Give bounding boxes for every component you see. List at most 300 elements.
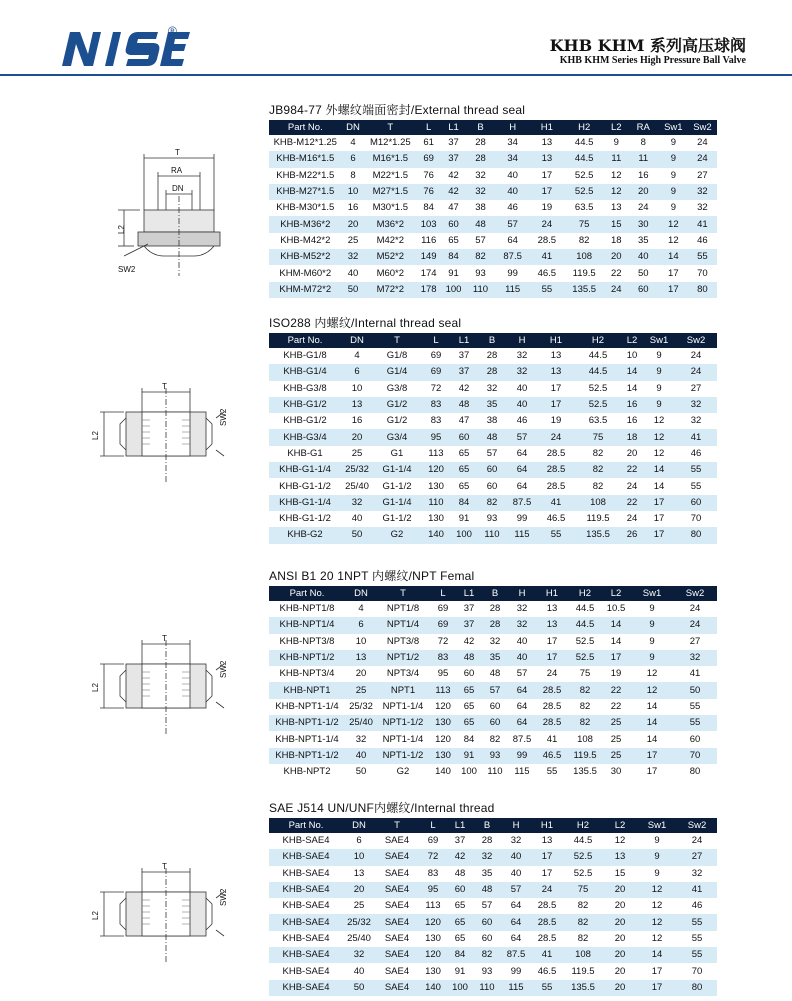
table-cell: 83 bbox=[421, 413, 451, 429]
header-divider bbox=[0, 74, 792, 76]
table-cell: 10 bbox=[343, 849, 375, 865]
table-cell: M72*2 bbox=[364, 282, 416, 298]
table-cell: 47 bbox=[451, 413, 477, 429]
table-cell: M42*2 bbox=[364, 233, 416, 249]
table-cell: 64 bbox=[507, 462, 537, 478]
table-cell: 57 bbox=[466, 233, 495, 249]
table-cell: 64 bbox=[509, 715, 535, 731]
table-cell: 108 bbox=[569, 731, 601, 747]
table-cell: 35 bbox=[477, 397, 507, 413]
table-cell: 72 bbox=[419, 849, 447, 865]
column-header: T bbox=[373, 333, 421, 348]
column-header: DN bbox=[341, 333, 373, 348]
table-cell: KHB-NPT1/4 bbox=[269, 617, 345, 633]
table-cell: 48 bbox=[457, 650, 481, 666]
table-cell: 76 bbox=[416, 184, 441, 200]
table-cell: G1/2 bbox=[373, 413, 421, 429]
table-cell: 60 bbox=[457, 666, 481, 682]
table-cell: 76 bbox=[416, 168, 441, 184]
table-cell: 32 bbox=[673, 650, 717, 666]
table-cell: 63.5 bbox=[575, 413, 621, 429]
table-cell: 20 bbox=[603, 980, 637, 996]
table-cell: 119.5 bbox=[563, 963, 603, 979]
table-cell: 28.5 bbox=[530, 233, 563, 249]
table-cell: 19 bbox=[601, 666, 631, 682]
table-cell: 28 bbox=[473, 833, 501, 849]
table-row bbox=[269, 348, 717, 364]
table-cell: 20 bbox=[345, 666, 377, 682]
section-title: ISO288 内螺纹/Internal thread seal bbox=[269, 316, 462, 330]
table-cell: 17 bbox=[631, 748, 673, 764]
section-title: JB984-77 外螺纹端面密封/External thread seal bbox=[269, 103, 526, 117]
table-cell: KHB-NPT1/8 bbox=[269, 601, 345, 617]
column-header: Sw2 bbox=[675, 333, 717, 348]
table-cell: 28 bbox=[477, 348, 507, 364]
table-row bbox=[269, 429, 717, 445]
table-cell: 57 bbox=[477, 446, 507, 462]
internal-thread-diagram-3 bbox=[90, 860, 240, 970]
dim-sw2-label: SW2 bbox=[219, 888, 228, 906]
table-cell: 40 bbox=[495, 184, 530, 200]
table-row bbox=[269, 980, 717, 996]
table-cell: 41 bbox=[530, 249, 563, 265]
table-cell: 14 bbox=[621, 381, 643, 397]
column-header: H bbox=[509, 586, 535, 601]
table-cell: 25 bbox=[343, 898, 375, 914]
table-cell: 9 bbox=[659, 184, 688, 200]
table-cell: 16 bbox=[342, 200, 365, 216]
table-cell: KHM-M72*2 bbox=[269, 282, 342, 298]
table-cell: 65 bbox=[451, 446, 477, 462]
table-cell: 46 bbox=[688, 233, 717, 249]
table-cell: 64 bbox=[507, 446, 537, 462]
table-cell: 32 bbox=[507, 348, 537, 364]
table-cell: G3/4 bbox=[373, 429, 421, 445]
table-cell: KHB-G1-1/2 bbox=[269, 478, 341, 494]
table-row bbox=[269, 168, 717, 184]
table-cell: 40 bbox=[507, 397, 537, 413]
table-cell: 110 bbox=[477, 527, 507, 543]
column-header: DN bbox=[342, 120, 365, 135]
table-cell: SAE4 bbox=[375, 833, 419, 849]
table-cell: 149 bbox=[416, 249, 441, 265]
table-row bbox=[269, 699, 717, 715]
table-cell: M22*1.5 bbox=[364, 168, 416, 184]
table-cell: 37 bbox=[457, 601, 481, 617]
table-cell: 82 bbox=[563, 233, 604, 249]
table-cell: SAE4 bbox=[375, 882, 419, 898]
table-cell: 120 bbox=[429, 699, 457, 715]
table-cell: 19 bbox=[530, 200, 563, 216]
table-cell: 32 bbox=[473, 849, 501, 865]
table-cell: 37 bbox=[451, 364, 477, 380]
table-cell: 72 bbox=[429, 634, 457, 650]
table-cell: 14 bbox=[643, 478, 675, 494]
table-cell: 46 bbox=[677, 898, 717, 914]
table-cell: 13 bbox=[343, 866, 375, 882]
table-cell: 13 bbox=[605, 200, 628, 216]
table-cell: 69 bbox=[419, 833, 447, 849]
table-cell: 32 bbox=[477, 381, 507, 397]
logo-text: NSE bbox=[60, 28, 63, 29]
table-cell: 82 bbox=[575, 462, 621, 478]
table-cell: 10 bbox=[621, 348, 643, 364]
table-cell: 9 bbox=[659, 135, 688, 151]
table-row bbox=[269, 650, 717, 666]
table-cell: 69 bbox=[416, 151, 441, 167]
table-cell: 130 bbox=[421, 478, 451, 494]
table-cell: 48 bbox=[447, 866, 473, 882]
table-cell: 12 bbox=[631, 682, 673, 698]
table-row bbox=[269, 849, 717, 865]
column-header: L1 bbox=[447, 818, 473, 833]
table-cell: 13 bbox=[535, 601, 569, 617]
table-cell: 32 bbox=[342, 249, 365, 265]
table-cell: 9 bbox=[637, 866, 677, 882]
table-cell: 46.5 bbox=[537, 511, 575, 527]
table-cell: 13 bbox=[345, 650, 377, 666]
table-cell: 44.5 bbox=[563, 833, 603, 849]
section-sae bbox=[269, 798, 717, 996]
table-cell: 75 bbox=[569, 666, 601, 682]
table-cell: 32 bbox=[481, 634, 509, 650]
table-cell: 70 bbox=[688, 265, 717, 281]
table-cell: 27 bbox=[677, 849, 717, 865]
table-cell: 32 bbox=[677, 866, 717, 882]
dim-dn-label: DN bbox=[172, 184, 184, 193]
table-cell: 24 bbox=[535, 666, 569, 682]
table-cell: 55 bbox=[677, 931, 717, 947]
table-cell: 40 bbox=[509, 634, 535, 650]
table-cell: 120 bbox=[421, 462, 451, 478]
column-header: T bbox=[364, 120, 416, 135]
table-cell: 12 bbox=[637, 882, 677, 898]
table-cell: G1 bbox=[373, 446, 421, 462]
table-cell: 52.5 bbox=[575, 381, 621, 397]
table-cell: 16 bbox=[621, 413, 643, 429]
table-cell: 20 bbox=[603, 931, 637, 947]
table-row bbox=[269, 833, 717, 849]
table-cell: 28 bbox=[481, 601, 509, 617]
section-title: ANSI B1 20 1NPT 内螺纹/NPT Femal bbox=[269, 569, 475, 583]
table-cell: 50 bbox=[345, 764, 377, 780]
table-cell: 6 bbox=[345, 617, 377, 633]
table-cell: NPT1-1/2 bbox=[377, 748, 429, 764]
table-cell: 42 bbox=[441, 184, 466, 200]
table-row bbox=[269, 495, 717, 511]
table-cell: 10 bbox=[345, 634, 377, 650]
table-cell: 84 bbox=[457, 731, 481, 747]
table-cell: 22 bbox=[605, 265, 628, 281]
table-cell: 60 bbox=[447, 882, 473, 898]
table-cell: M16*1.5 bbox=[364, 151, 416, 167]
table-row bbox=[269, 135, 717, 151]
table-cell: NPT1-1/4 bbox=[377, 731, 429, 747]
table-cell: 38 bbox=[477, 413, 507, 429]
table-cell: 32 bbox=[466, 168, 495, 184]
table-cell: 44.5 bbox=[563, 151, 604, 167]
table-cell: 52.5 bbox=[563, 849, 603, 865]
table-row bbox=[269, 151, 717, 167]
table-row bbox=[269, 731, 717, 747]
dim-l2-label: L2 bbox=[117, 225, 126, 234]
table-cell: 35 bbox=[473, 866, 501, 882]
table-cell: KHB-M36*2 bbox=[269, 216, 342, 232]
table-cell: 99 bbox=[507, 511, 537, 527]
table-cell: M60*2 bbox=[364, 265, 416, 281]
table-cell: 93 bbox=[466, 265, 495, 281]
table-cell: 20 bbox=[603, 963, 637, 979]
table-cell: 25/40 bbox=[345, 715, 377, 731]
table-cell: 42 bbox=[457, 634, 481, 650]
table-cell: 25/32 bbox=[343, 914, 375, 930]
table-cell: 12 bbox=[605, 168, 628, 184]
table-cell: M30*1.5 bbox=[364, 200, 416, 216]
table-cell: 17 bbox=[537, 381, 575, 397]
table-cell: G1-1/4 bbox=[373, 495, 421, 511]
table-cell: 95 bbox=[421, 429, 451, 445]
spec-table bbox=[269, 333, 717, 544]
table-cell: 24 bbox=[673, 601, 717, 617]
table-cell: 13 bbox=[537, 348, 575, 364]
table-cell: 115 bbox=[501, 980, 531, 996]
table-cell: 55 bbox=[677, 947, 717, 963]
table-cell: 82 bbox=[466, 249, 495, 265]
table-row bbox=[269, 764, 717, 780]
table-cell: 100 bbox=[451, 527, 477, 543]
column-header: Part No. bbox=[269, 120, 342, 135]
table-cell: 93 bbox=[473, 963, 501, 979]
table-cell: 115 bbox=[507, 527, 537, 543]
table-cell: 40 bbox=[495, 168, 530, 184]
table-row bbox=[269, 265, 717, 281]
table-cell: 40 bbox=[628, 249, 659, 265]
table-cell: 52.5 bbox=[563, 866, 603, 882]
table-cell: 84 bbox=[416, 200, 441, 216]
table-cell: 110 bbox=[421, 495, 451, 511]
table-cell: 9 bbox=[631, 650, 673, 666]
table-row bbox=[269, 282, 717, 298]
table-row bbox=[269, 478, 717, 494]
table-cell: KHB-M12*1.25 bbox=[269, 135, 342, 151]
column-header: L1 bbox=[457, 586, 481, 601]
table-cell: 12 bbox=[659, 216, 688, 232]
table-cell: 6 bbox=[341, 364, 373, 380]
table-row bbox=[269, 947, 717, 963]
table-cell: 24 bbox=[531, 882, 563, 898]
column-header: DN bbox=[345, 586, 377, 601]
table-cell: 174 bbox=[416, 265, 441, 281]
table-cell: 82 bbox=[563, 931, 603, 947]
table-cell: 120 bbox=[419, 947, 447, 963]
table-cell: 44.5 bbox=[569, 617, 601, 633]
column-header: H bbox=[507, 333, 537, 348]
table-row bbox=[269, 634, 717, 650]
table-cell: NPT1-1/2 bbox=[377, 715, 429, 731]
table-cell: 82 bbox=[477, 495, 507, 511]
table-cell: KHB-NPT1 bbox=[269, 682, 345, 698]
table-cell: SAE4 bbox=[375, 963, 419, 979]
table-cell: 8 bbox=[628, 135, 659, 151]
table-cell: 40 bbox=[341, 511, 373, 527]
table-cell: KHB-G1/8 bbox=[269, 348, 341, 364]
table-cell: 64 bbox=[509, 682, 535, 698]
table-cell: 28.5 bbox=[531, 914, 563, 930]
table-cell: 32 bbox=[688, 184, 717, 200]
table-cell: 119.5 bbox=[575, 511, 621, 527]
table-cell: KHB-NPT1-1/4 bbox=[269, 699, 345, 715]
table-cell: 46.5 bbox=[531, 963, 563, 979]
table-cell: 10 bbox=[342, 184, 365, 200]
table-cell: 80 bbox=[673, 764, 717, 780]
table-cell: SAE4 bbox=[375, 898, 419, 914]
table-cell: 17 bbox=[631, 764, 673, 780]
table-cell: 65 bbox=[447, 931, 473, 947]
table-cell: KHB-NPT1-1/4 bbox=[269, 731, 345, 747]
table-cell: 41 bbox=[688, 216, 717, 232]
table-cell: 17 bbox=[643, 511, 675, 527]
table-cell: 32 bbox=[343, 947, 375, 963]
table-cell: 32 bbox=[501, 833, 531, 849]
table-cell: 120 bbox=[419, 914, 447, 930]
table-cell: KHB-NPT1-1/2 bbox=[269, 715, 345, 731]
table-cell: 60 bbox=[675, 495, 717, 511]
table-cell: 24 bbox=[688, 135, 717, 151]
table-cell: 32 bbox=[507, 364, 537, 380]
table-cell: 32 bbox=[509, 617, 535, 633]
dim-sw2-label: SW2 bbox=[118, 265, 136, 274]
table-cell: 12 bbox=[643, 446, 675, 462]
table-row bbox=[269, 527, 717, 543]
table-row bbox=[269, 364, 717, 380]
table-cell: 32 bbox=[688, 200, 717, 216]
table-cell: 37 bbox=[451, 348, 477, 364]
table-cell: 82 bbox=[473, 947, 501, 963]
table-cell: 135.5 bbox=[569, 764, 601, 780]
table-cell: 63.5 bbox=[563, 200, 604, 216]
table-cell: KHB-G1-1/4 bbox=[269, 495, 341, 511]
column-header: H1 bbox=[530, 120, 563, 135]
table-cell: 75 bbox=[575, 429, 621, 445]
table-cell: 80 bbox=[677, 980, 717, 996]
table-cell: 4 bbox=[342, 135, 365, 151]
table-cell: 44.5 bbox=[575, 348, 621, 364]
page-title-en: KHB KHM Series High Pressure Ball Valve bbox=[559, 55, 746, 66]
column-header: H2 bbox=[563, 120, 604, 135]
table-cell: 25 bbox=[601, 715, 631, 731]
table-cell: 4 bbox=[345, 601, 377, 617]
table-cell: 17 bbox=[601, 650, 631, 666]
table-cell: NPT3/8 bbox=[377, 634, 429, 650]
column-header: B bbox=[466, 120, 495, 135]
table-cell: 50 bbox=[342, 282, 365, 298]
column-header: H1 bbox=[537, 333, 575, 348]
table-cell: 12 bbox=[603, 833, 637, 849]
table-cell: G1-1/2 bbox=[373, 478, 421, 494]
table-cell: 100 bbox=[441, 282, 466, 298]
spec-table bbox=[269, 120, 717, 298]
table-cell: 48 bbox=[481, 666, 509, 682]
column-header: H1 bbox=[531, 818, 563, 833]
table-cell: 130 bbox=[419, 931, 447, 947]
table-cell: 42 bbox=[451, 381, 477, 397]
table-row bbox=[269, 898, 717, 914]
table-cell: 9 bbox=[659, 200, 688, 216]
table-cell: 50 bbox=[341, 527, 373, 543]
table-cell: NPT1-1/4 bbox=[377, 699, 429, 715]
dim-t-label: T bbox=[162, 382, 167, 391]
column-header: L2 bbox=[603, 818, 637, 833]
table-cell: SAE4 bbox=[375, 866, 419, 882]
table-cell: 13 bbox=[537, 364, 575, 380]
column-header: H2 bbox=[563, 818, 603, 833]
table-cell: 6 bbox=[342, 151, 365, 167]
table-cell: 65 bbox=[457, 715, 481, 731]
table-cell: KHB-G1-1/4 bbox=[269, 462, 341, 478]
table-cell: 12 bbox=[643, 413, 675, 429]
column-header: L2 bbox=[605, 120, 628, 135]
table-row bbox=[269, 866, 717, 882]
table-cell: 87.5 bbox=[509, 731, 535, 747]
table-cell: KHB-M42*2 bbox=[269, 233, 342, 249]
table-cell: 13 bbox=[530, 135, 563, 151]
table-cell: 24 bbox=[677, 833, 717, 849]
table-cell: 14 bbox=[601, 634, 631, 650]
table-cell: 14 bbox=[659, 249, 688, 265]
table-cell: 60 bbox=[477, 478, 507, 494]
table-cell: KHB-NPT1/2 bbox=[269, 650, 345, 666]
table-cell: 82 bbox=[481, 731, 509, 747]
table-cell: 70 bbox=[675, 511, 717, 527]
table-cell: 20 bbox=[605, 249, 628, 265]
table-cell: 52.5 bbox=[563, 184, 604, 200]
table-cell: 84 bbox=[447, 947, 473, 963]
table-cell: NPT3/4 bbox=[377, 666, 429, 682]
table-cell: 28 bbox=[466, 135, 495, 151]
table-cell: 64 bbox=[501, 898, 531, 914]
table-cell: 65 bbox=[441, 233, 466, 249]
column-header: Sw1 bbox=[631, 586, 673, 601]
table-cell: 12 bbox=[637, 931, 677, 947]
table-row bbox=[269, 963, 717, 979]
table-cell: 24 bbox=[530, 216, 563, 232]
table-cell: 60 bbox=[481, 715, 509, 731]
table-cell: 4 bbox=[341, 348, 373, 364]
table-cell: 28.5 bbox=[535, 699, 569, 715]
table-cell: 28.5 bbox=[537, 446, 575, 462]
table-cell: 37 bbox=[441, 135, 466, 151]
table-cell: 84 bbox=[441, 249, 466, 265]
table-cell: 20 bbox=[343, 882, 375, 898]
table-cell: 9 bbox=[637, 833, 677, 849]
column-header: H bbox=[501, 818, 531, 833]
table-cell: 50 bbox=[673, 682, 717, 698]
table-cell: 69 bbox=[429, 617, 457, 633]
table-cell: 64 bbox=[507, 478, 537, 494]
dim-sw2-label: SW2 bbox=[219, 660, 228, 678]
table-cell: 28 bbox=[481, 617, 509, 633]
table-cell: 17 bbox=[643, 527, 675, 543]
table-cell: 19 bbox=[537, 413, 575, 429]
table-cell: 35 bbox=[481, 650, 509, 666]
table-cell: 28.5 bbox=[535, 715, 569, 731]
dim-t-label: T bbox=[162, 862, 167, 871]
table-cell: 17 bbox=[531, 866, 563, 882]
table-cell: 48 bbox=[477, 429, 507, 445]
table-cell: 70 bbox=[677, 963, 717, 979]
table-cell: 46.5 bbox=[535, 748, 569, 764]
dim-l2-label: L2 bbox=[91, 431, 100, 440]
